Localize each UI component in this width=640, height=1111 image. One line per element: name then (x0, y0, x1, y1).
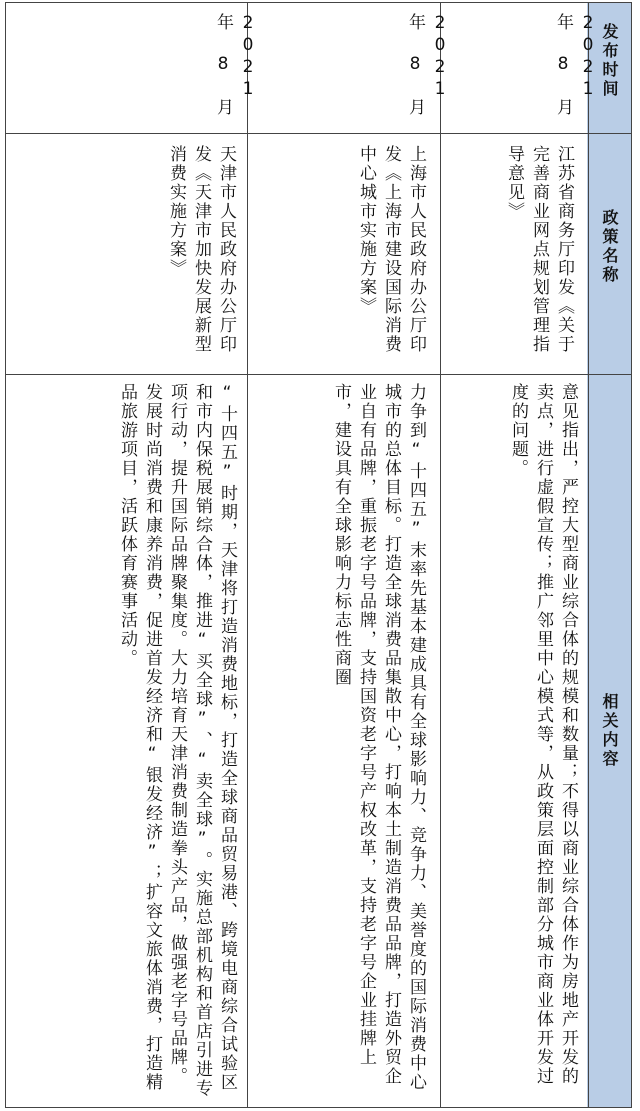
header-name: 政策名称 (600, 209, 619, 285)
divider (6, 133, 631, 134)
row-3-content: “十四五”时期，天津将打造消费地标，打造全球商品贸易港、跨境电商综合试验区和市内保税展销综合体，推进“买全球”、“卖全球”。实施总部机构和首店引进专项行动，提升国际品牌聚集度。大力培育天津消费制造拳头产品，做强老字号品牌。发展时尚消费和康养消费，促进首发经济和“银发经济”；扩容文旅体消费，打造精品旅游项目，活跃体育赛事活动。 (117, 383, 237, 1098)
row-2-content: 力争到“十四五”末率先基本建成具有全球影响力、竞争力、美誉度的国际消费中心城市的总体目标。打造全球消费品集散中心，打响本土制造消费品品牌，打造外贸企业自有品牌，重振老字号品牌，支持国资老字号产权改革，支持老字号企业挂牌上市，建设具有全球影响力标志性商圈 (331, 383, 426, 1092)
row-3-name: 天津市人民政府办公厅印发《天津市加快发展新型消费实施方案》 (166, 145, 236, 354)
table-header-row (587, 3, 631, 1107)
row-2-time: 2021 年 8 月 (405, 13, 450, 117)
policy-table (5, 2, 632, 1108)
divider (440, 3, 441, 1107)
header-time: 发布时间 (600, 23, 619, 99)
divider (588, 3, 589, 1107)
row-1-content: 意见指出，严控大型商业综合体的规模和数量；不得以商业综合体作为房地产开发的卖点，进行虚假宣传；推广邻里中心模式等，从政策层面控制部分城市商业体开发过度的问题。 (508, 383, 578, 1086)
row-3-time: 2021 年 8 月 (213, 13, 258, 117)
divider (247, 3, 248, 1107)
divider (6, 374, 631, 375)
row-1-name: 江苏省商务厅印发《关于完善商业网点规划管理指导意见》 (504, 145, 574, 354)
row-1-time: 2021 年 8 月 (553, 13, 598, 117)
row-2-name: 上海市人民政府办公厅印发《上海市建设国际消费中心城市实施方案》 (356, 145, 426, 354)
header-content: 相关内容 (600, 693, 619, 769)
